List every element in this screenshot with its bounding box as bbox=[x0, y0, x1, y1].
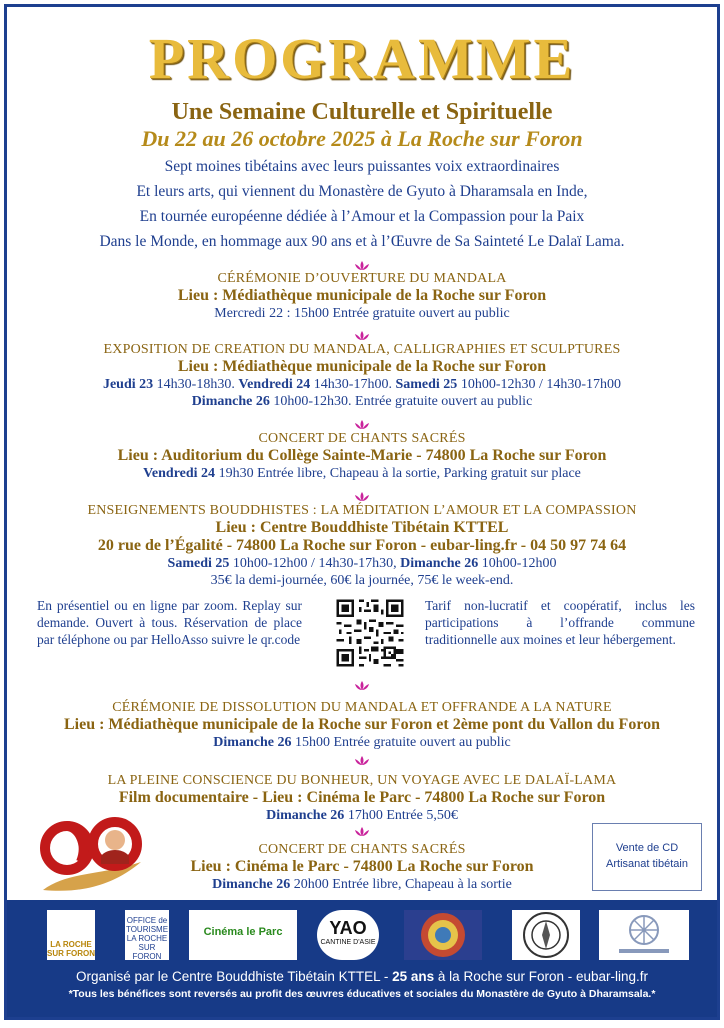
event-info bbox=[7, 465, 717, 482]
day-label: Samedi 25 bbox=[167, 556, 230, 571]
cinema-le-parc-logo: Cinéma le Parc bbox=[189, 910, 297, 960]
day-label: Dimanche 26 bbox=[191, 394, 270, 409]
intro-text bbox=[7, 154, 717, 254]
dharma-wheel-logo bbox=[599, 910, 689, 960]
event-exhibition bbox=[7, 342, 717, 410]
yao-tagline: CANTINE D'ASIE bbox=[320, 939, 376, 946]
day-label: Dimanche 26 bbox=[400, 556, 479, 571]
benefits-note: *Tous les bénéfices sont reversés au profit des œuvres éducatives et sociales du Monastère de Gyuto à Dharamsala.* bbox=[68, 988, 656, 1000]
lotus-icon bbox=[354, 756, 370, 766]
event-info bbox=[7, 393, 717, 410]
event-location: Lieu : Médiathèque municipale de la Roche sur Foron bbox=[177, 358, 547, 375]
day-label: Dimanche 26 bbox=[266, 808, 345, 823]
event-address: 20 rue de l’Égalité - 74800 La Roche sur Foron - eubar-ling.fr - 04 50 97 74 64 bbox=[97, 537, 627, 554]
cd-sale-line: Vente de CD bbox=[615, 842, 679, 854]
footer bbox=[7, 900, 717, 1017]
event-location: Lieu : Centre Bouddhiste Tibétain KTTEL bbox=[215, 519, 509, 536]
intro-line: En tournée européenne dédiée à l’Amour et la Compassion pour la Paix bbox=[139, 208, 585, 225]
yao-name: YAO bbox=[329, 918, 367, 938]
day-label: Vendredi 24 bbox=[143, 466, 216, 481]
qr-code[interactable] bbox=[334, 597, 406, 669]
subtitle: Une Semaine Culturelle et Spirituelle bbox=[171, 99, 553, 125]
day-label: Dimanche 26 bbox=[212, 877, 291, 892]
event-location: Lieu : Cinéma le Parc - 74800 La Roche sur Foron bbox=[190, 858, 534, 875]
organizer-text: Organisé par le Centre Bouddhiste Tibétain KTTEL - bbox=[75, 969, 393, 984]
event-title: CONCERT DE CHANTS SACRÉS bbox=[258, 431, 466, 446]
day-label: Jeudi 23 bbox=[102, 377, 154, 392]
teaching-details-right: Tarif non-lucratif et coopératif, inclus les participations à l’offrande commune traditionnelle aux moines et leur hébergement. bbox=[425, 598, 695, 647]
time-text: 19h30 Entrée libre, Chapeau à la sortie, Parking gratuit sur place bbox=[215, 466, 581, 481]
event-title: CÉRÉMONIE D’OUVERTURE DU MANDALA bbox=[217, 271, 507, 286]
event-title: CÉRÉMONIE DE DISSOLUTION DU MANDALA ET OFFRANDE A LA NATURE bbox=[112, 700, 612, 715]
event-prices: 35€ la demi-journée, 60€ la journée, 75€ le week-end. bbox=[210, 573, 514, 588]
time-text: 14h30-18h30. bbox=[153, 377, 239, 392]
poster bbox=[4, 4, 720, 1020]
event-title: LA PLEINE CONSCIENCE DU BONHEUR, UN VOYAGE AVEC LE DALAÏ-LAMA bbox=[107, 773, 617, 788]
event-info: Mercredi 22 : 15h00 Entrée gratuite ouvert au public bbox=[214, 306, 510, 321]
lotus-icon bbox=[354, 492, 370, 502]
lotus-icon bbox=[354, 420, 370, 430]
event-location: Film documentaire - Lieu : Cinéma le Parc - 74800 La Roche sur Foron bbox=[118, 789, 606, 806]
time-text: 14h30-17h00. bbox=[310, 377, 396, 392]
lotus-icon bbox=[354, 261, 370, 271]
crafts-line: Artisanat tibétain bbox=[606, 858, 688, 870]
time-text: 10h00-12h30. Entrée gratuite ouvert au public bbox=[269, 394, 533, 409]
organizer-site: à la Roche sur Foron - eubar-ling.fr bbox=[434, 969, 649, 984]
lotus-icon bbox=[354, 827, 370, 837]
event-info bbox=[7, 555, 717, 572]
event-title: CONCERT DE CHANTS SACRÉS bbox=[258, 842, 466, 857]
intro-line: Sept moines tibétains avec leurs puissantes voix extraordinaires bbox=[164, 158, 560, 175]
event-info bbox=[7, 376, 717, 393]
event-location: Lieu : Auditorium du Collège Sainte-Marie - 74800 La Roche sur Foron bbox=[117, 447, 607, 464]
time-text: 10h00-12h00 / 14h30-17h30, bbox=[229, 556, 401, 571]
lotus-icon bbox=[354, 681, 370, 691]
event-teachings bbox=[7, 503, 717, 589]
event-info bbox=[7, 734, 717, 751]
day-label: Vendredi 24 bbox=[238, 377, 311, 392]
lotus-icon bbox=[354, 331, 370, 341]
cd-sale-box bbox=[592, 823, 702, 891]
la-roche-logo: LA ROCHE SUR FORON bbox=[47, 910, 95, 960]
time-text: 10h00-12h00 bbox=[478, 556, 557, 571]
time-text: 17h00 Entrée 5,50€ bbox=[344, 808, 458, 823]
anniversary-text: 25 ans bbox=[392, 969, 435, 984]
time-text: 10h00-12h30 / 14h30-17h00 bbox=[457, 377, 622, 392]
intro-line: Dans le Monde, en hommage aux 90 ans et à l’Œuvre de Sa Sainteté Le Dalaï Lama. bbox=[99, 233, 625, 250]
time-text: 15h00 Entrée gratuite ouvert au public bbox=[291, 735, 511, 750]
monastery-seal bbox=[512, 910, 580, 960]
day-label: Samedi 25 bbox=[395, 377, 458, 392]
event-title: EXPOSITION DE CREATION DU MANDALA, CALLIGRAPHIES ET SCULPTURES bbox=[103, 342, 621, 357]
day-label: Dimanche 26 bbox=[213, 735, 292, 750]
page-title: PROGRAMME bbox=[148, 26, 576, 91]
event-title: ENSEIGNEMENTS BOUDDHISTES : LA MÉDITATION L’AMOUR ET LA COMPASSION bbox=[87, 503, 637, 518]
office-tourisme-logo: OFFICE de TOURISME LA ROCHE SUR FORON bbox=[125, 910, 169, 960]
time-text: 20h00 Entrée libre, Chapeau à la sortie bbox=[290, 877, 512, 892]
event-dissolution bbox=[7, 700, 717, 751]
teaching-details-left: En présentiel ou en ligne par zoom. Replay sur demande. Ouvert à tous. Réservation de place par téléphone ou par HelloAsso suivre le qr.code bbox=[37, 598, 302, 647]
event-opening bbox=[7, 271, 717, 322]
event-location: Lieu : Médiathèque municipale de la Roche sur Foron bbox=[177, 287, 547, 304]
event-dates: Du 22 au 26 octobre 2025 à La Roche sur Foron bbox=[141, 126, 583, 151]
organizer-line bbox=[7, 969, 717, 984]
mandala-image bbox=[404, 910, 482, 960]
event-concert-1 bbox=[7, 431, 717, 482]
event-location: Lieu : Médiathèque municipale de la Roche sur Foron et 2ème pont du Vallon du Foron bbox=[63, 716, 661, 733]
intro-line: Et leurs arts, qui viennent du Monastère de Gyuto à Dharamsala en Inde, bbox=[136, 183, 588, 200]
yao-logo bbox=[317, 910, 379, 960]
